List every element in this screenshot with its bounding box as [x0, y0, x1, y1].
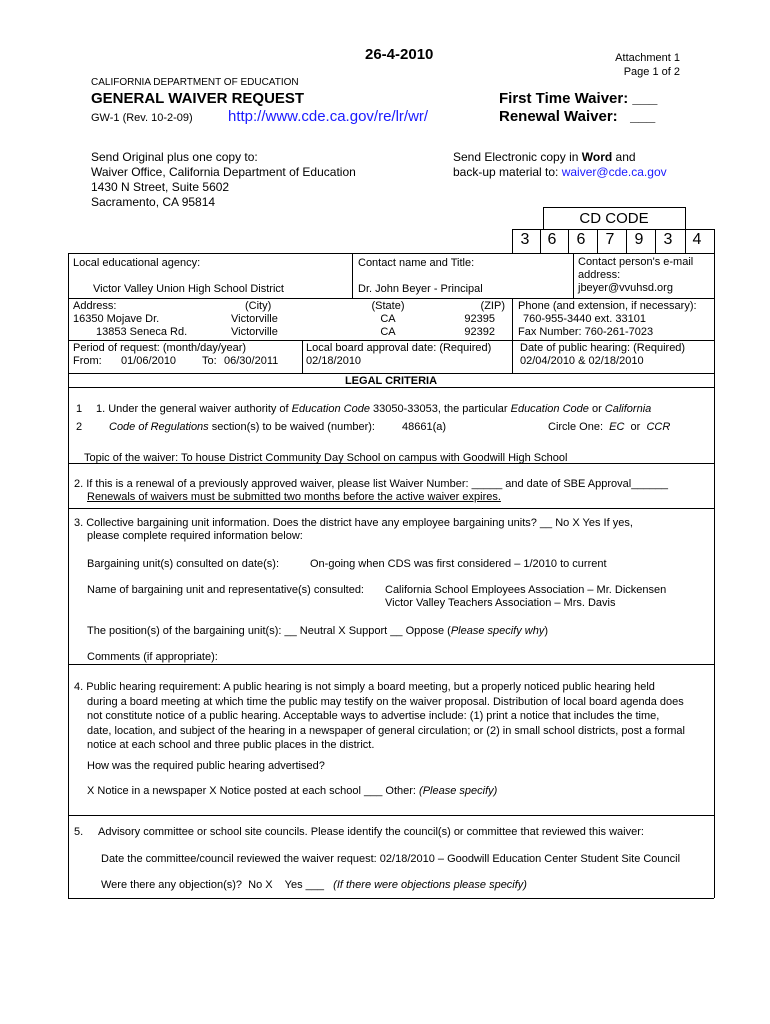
- address-city-2: Victorville: [231, 326, 278, 338]
- period-from-value: 01/06/2010: [121, 355, 177, 367]
- send-electronic-backup: back-up material to:: [453, 165, 562, 179]
- send-original-line3: 1430 N Street, Suite 5602: [91, 180, 230, 194]
- send-electronic-word: Word: [581, 150, 613, 164]
- zip-label: (ZIP): [480, 300, 505, 312]
- header-date: 26-4-2010: [365, 46, 434, 63]
- send-electronic-text: Send Electronic copy in: [453, 150, 582, 164]
- send-electronic-line1: [453, 150, 667, 165]
- phone-value: 760-955-3440 ext. 33101: [523, 313, 646, 325]
- period-to-value: 06/30/2011: [224, 355, 279, 367]
- criteria-text: or: [588, 403, 605, 415]
- cd-code-digit: 4: [692, 231, 702, 248]
- send-original-line1: Send Original plus one copy to:: [91, 150, 258, 164]
- waiver-url-link[interactable]: http://www.cde.ca.gov/re/lr/wr/: [228, 108, 429, 125]
- address-state-2: CA: [380, 326, 396, 338]
- phone-block: [518, 300, 697, 339]
- criteria-ccr: Code of Regulations: [109, 421, 209, 433]
- lea-value: Victor Valley Union High School District: [93, 283, 284, 295]
- q4-answer-options: X Notice in a newspaper X Notice posted at each school ___ Other:: [87, 785, 420, 797]
- department-name: CALIFORNIA DEPARTMENT OF EDUCATION: [91, 77, 299, 88]
- bargaining-name-label: Name of bargaining unit and representative(s) consulted:: [87, 584, 364, 596]
- bargaining-position: [87, 625, 548, 637]
- position-close: ): [544, 625, 549, 637]
- address-state-block: [368, 300, 408, 339]
- address-street-block: [73, 300, 187, 339]
- contact-label: Contact name and Title:: [358, 257, 475, 269]
- cd-code-digit: 7: [605, 231, 615, 248]
- bargaining-name-value: [385, 584, 666, 610]
- send-electronic-line2: [453, 165, 667, 180]
- criteria-text: 1. Under the general waiver authority of: [96, 403, 292, 415]
- criteria-line-2: [109, 421, 375, 433]
- contact-email-block: [578, 256, 693, 295]
- send-original-line4: Sacramento, CA 95814: [91, 195, 216, 209]
- q2-line2: Renewals of waivers must be submitted two months before the active waiver expires.: [87, 491, 501, 503]
- circle-or: or: [624, 421, 647, 433]
- q5-objection-text: Were there any objection(s)? No X Yes ___: [101, 879, 334, 891]
- cd-code-digit: 6: [576, 231, 586, 248]
- cd-code-digit: 3: [520, 231, 530, 248]
- first-time-waiver: First Time Waiver: ___: [499, 90, 658, 107]
- contact-email-label-1: Contact person's e-mail: [578, 256, 694, 268]
- q5-objection-specify: (If there were objections please specify): [333, 879, 527, 891]
- send-original-line2: Waiver Office, California Department of Education: [91, 165, 356, 179]
- period-to-label: To:: [202, 355, 217, 367]
- form-code: GW-1 (Rev. 10-2-09): [91, 112, 193, 124]
- q4-paragraph: [74, 680, 685, 753]
- cd-code-digit: 3: [663, 231, 673, 248]
- attachment-label: Attachment 1: [615, 52, 680, 64]
- address-street-1: 16350 Mojave Dr.: [73, 313, 160, 325]
- lea-label: Local educational agency:: [73, 257, 201, 269]
- send-electronic-and: and: [612, 150, 636, 164]
- circle-one: [548, 421, 670, 433]
- address-city-1: Victorville: [231, 313, 278, 325]
- criteria-number-1: 1: [76, 403, 83, 415]
- state-label: (State): [371, 300, 405, 312]
- criteria-text: section(s) to be waived (number):: [208, 421, 375, 433]
- q5-line1: Advisory committee or school site councils. Please identify the council(s) or committee that reviewed this waiver:: [98, 826, 644, 838]
- bargaining-comments: Comments (if appropriate):: [87, 651, 218, 663]
- q4-line: date, location, and subject of the hearing in a newspaper of general circulation; or (2) in small school districts, post a formal: [87, 724, 685, 737]
- waiver-topic: Topic of the waiver: To house District Community Day School on campus with Goodwill High School: [84, 452, 568, 464]
- bargaining-consulted-label: Bargaining unit(s) consulted on date(s):: [87, 558, 279, 570]
- address-street-2: 13853 Seneca Rd.: [96, 326, 188, 338]
- bargaining-name-1: California School Employees Association – Mr. Dickensen: [385, 584, 667, 596]
- form-title: GENERAL WAIVER REQUEST: [91, 90, 305, 107]
- q2-line1: 2. If this is a renewal of a previously approved waiver, please list Waiver Number: _____ and date of SBE Approval______: [74, 478, 668, 490]
- q4-line: 4. Public hearing requirement: A public hearing is not simply a board meeting, but a properly noticed public hearing held: [74, 681, 655, 693]
- q5-objections: [101, 879, 527, 891]
- criteria-line-1: [96, 403, 651, 415]
- address-zip-1: 92395: [464, 313, 495, 325]
- contact-value: Dr. John Beyer - Principal: [358, 283, 483, 295]
- q3-line2: please complete required information below:: [87, 530, 303, 542]
- position-text: The position(s) of the bargaining unit(s): __ Neutral X Support __ Oppose (: [87, 625, 451, 637]
- q4-question: How was the required public hearing advertised?: [87, 760, 325, 772]
- circle-one-label: Circle One:: [548, 421, 610, 433]
- q3-line1: 3. Collective bargaining unit information. Does the district have any employee bargaining units? __ No X Yes If yes,: [74, 517, 633, 529]
- address-label: Address:: [73, 300, 117, 312]
- send-electronic-block: [453, 150, 667, 180]
- criteria-text: 33050-33053, the particular: [369, 403, 511, 415]
- contact-email-label-2: address:: [578, 269, 621, 281]
- q4-line: during a board meeting at which time the public may testify on the waiver proposal. Distribution of local board agenda does: [87, 695, 684, 708]
- public-hearing-label: Date of public hearing: (Required): [520, 342, 686, 354]
- q4-line: notice at each school and three public places in the district.: [87, 739, 375, 751]
- address-zip-block: [455, 300, 505, 339]
- city-label: (City): [245, 300, 272, 312]
- cd-code-digit: 9: [634, 231, 644, 248]
- address-state-1: CA: [380, 313, 396, 325]
- renewal-waiver: Renewal Waiver: ___: [499, 108, 656, 125]
- board-approval-label: Local board approval date: (Required): [306, 342, 492, 354]
- board-approval-value: 02/18/2010: [306, 355, 362, 367]
- criteria-ec: Education Code: [291, 403, 370, 415]
- position-specify: Please specify why: [450, 625, 545, 637]
- bargaining-consulted-value: On-going when CDS was first considered – 1/2010 to current: [310, 558, 607, 570]
- phone-label: Phone (and extension, if necessary):: [518, 300, 697, 312]
- send-original-block: [91, 150, 356, 210]
- legal-criteria-heading: LEGAL CRITERIA: [344, 375, 438, 387]
- fax-number: Fax Number: 760-261-7023: [518, 326, 654, 338]
- q5-number: 5.: [74, 826, 84, 838]
- contact-email-value: jbeyer@vvuhsd.org: [578, 282, 673, 294]
- q4-answer: [87, 785, 497, 797]
- waiver-email-link[interactable]: waiver@cde.ca.gov: [561, 165, 667, 179]
- cd-code-digit: 6: [547, 231, 557, 248]
- circle-ec-option[interactable]: EC: [609, 421, 625, 433]
- address-city-block: [231, 300, 278, 339]
- cd-code-label: CD CODE: [579, 210, 649, 227]
- criteria-number-2: 2: [76, 421, 83, 433]
- criteria-ca: California: [604, 403, 652, 415]
- q4-line: not constitute notice of a public hearing. Acceptable ways to advertise include: (1) print a notice that includes the time,: [87, 710, 660, 722]
- q4-answer-specify: (Please specify): [419, 785, 498, 797]
- address-zip-2: 92392: [464, 326, 495, 338]
- q5-date-line: Date the committee/council reviewed the waiver request: 02/18/2010 – Goodwill Education Center Student Site Council: [101, 853, 681, 865]
- public-hearing-value: 02/04/2010 & 02/18/2010: [520, 355, 644, 367]
- period-label: Period of request: (month/day/year): [73, 342, 247, 354]
- criteria-ec: Education Code: [510, 403, 589, 415]
- bargaining-name-2: Victor Valley Teachers Association – Mrs. Davis: [385, 597, 616, 609]
- page-number: Page 1 of 2: [623, 66, 680, 78]
- circle-ccr-option[interactable]: CCR: [646, 421, 671, 433]
- period-from-label: From:: [73, 355, 102, 367]
- waived-section-number: 48661(a): [402, 421, 447, 433]
